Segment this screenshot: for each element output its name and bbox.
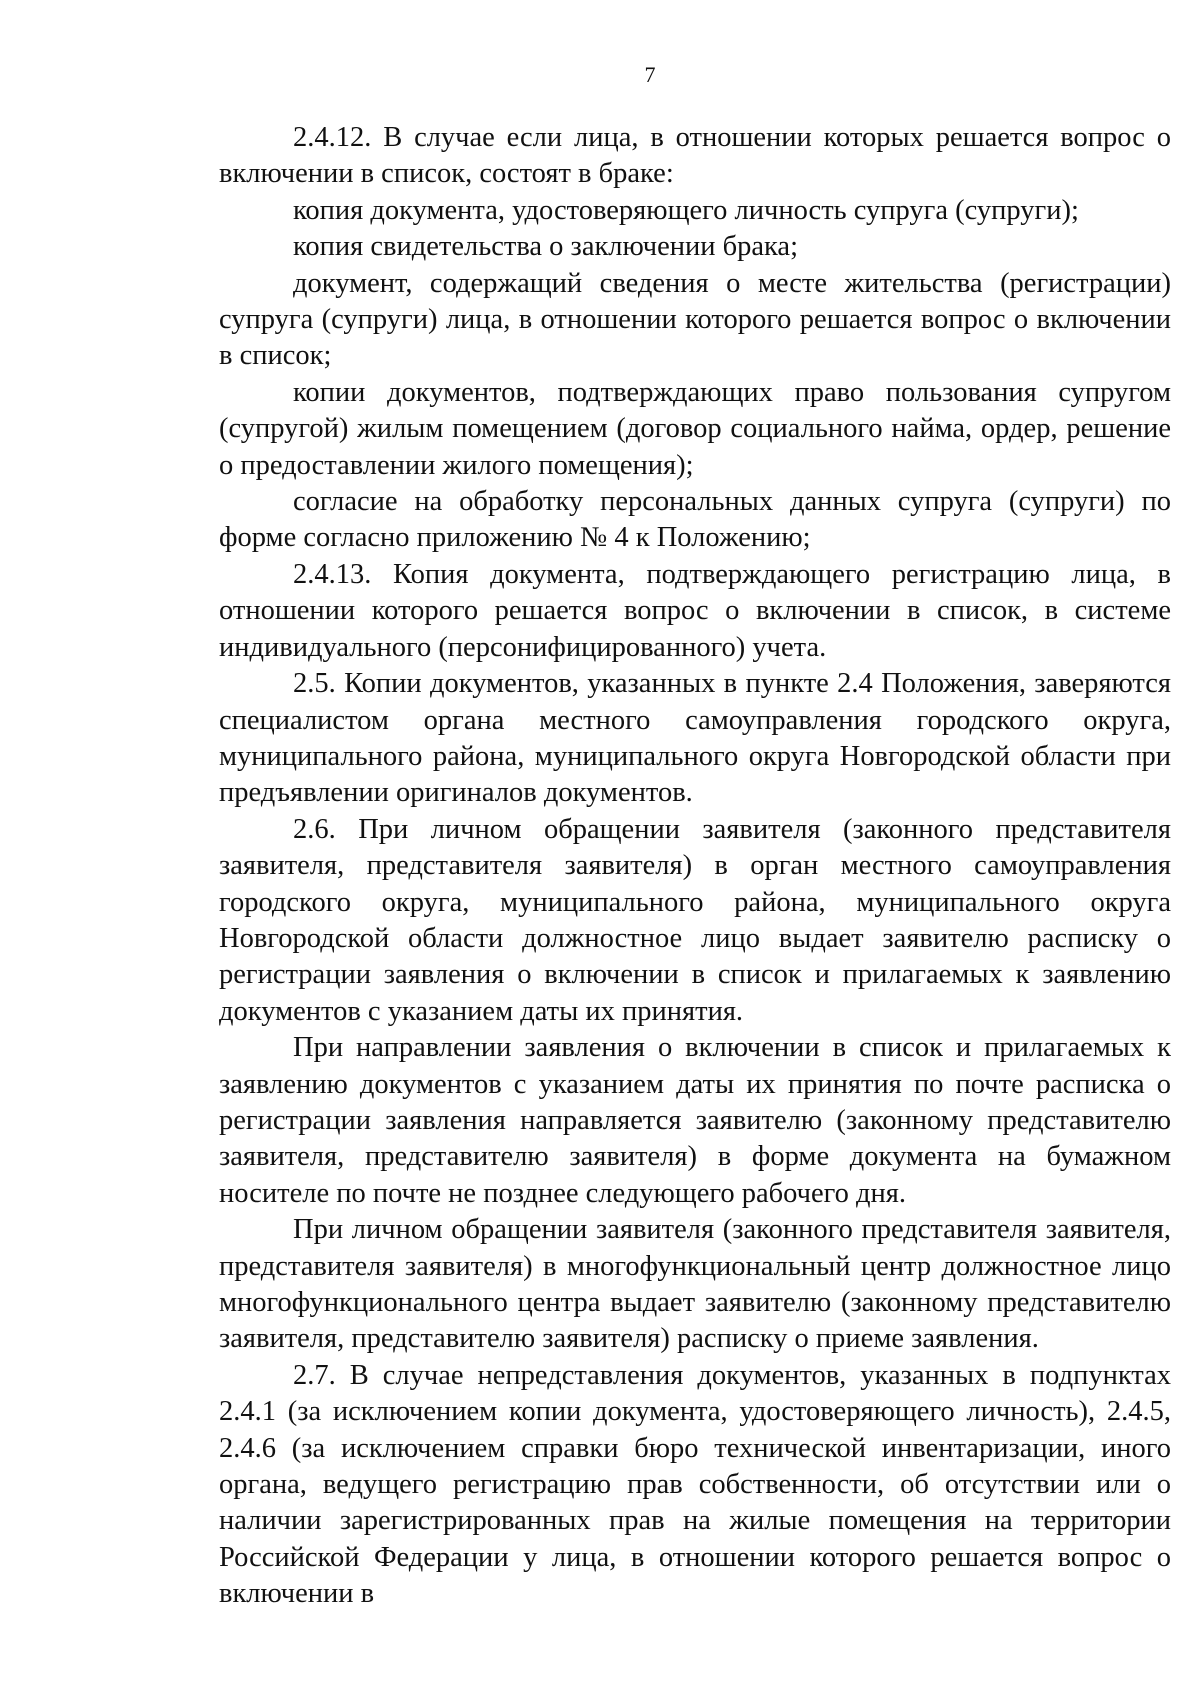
paragraph-spouse-residence: документ, содержащий сведения о месте жительства (регистрации) супруга (супруги) лица, в отношении которого решается вопрос о включении в список; xyxy=(219,267,1171,372)
document-body xyxy=(219,120,1171,1613)
paragraph-2-4-12: 2.4.12. В случае если лица, в отношении которых решается вопрос о включении в список, состоят в браке: xyxy=(219,122,1171,190)
paragraph-marriage-certificate: копия свидетельства о заключении брака; xyxy=(293,231,798,263)
page-number: 7 xyxy=(644,62,656,87)
paragraph-2-6: 2.6. При личном обращении заявителя (законного представителя заявителя, представителя заявителя) в орган местного самоуправления городского округа, муниципального района, муниципального округа Новгородской области должностное лицо выдает заявителю расписку о регистрации заявления о включении в список и прилагаемых к заявлению документов с указанием даты их принятия. xyxy=(219,813,1171,1027)
paragraph-spouse-id-copy: копия документа, удостоверяющего личность супруга (супруги); xyxy=(293,194,1079,226)
paragraph-2-4-13: 2.4.13. Копия документа, подтверждающего регистрацию лица, в отношении которого решается вопрос о включении в список, в системе индивидуального (персонифицированного) учета. xyxy=(219,558,1171,663)
paragraph-2-7: 2.7. В случае непредставления документов, указанных в подпунктах 2.4.1 (за исключением копии документа, удостоверяющего личность), 2.4.5, 2.4.6 (за исключением справки бюро технической инвентаризации, иного органа, ведущего регистрацию прав собственности, об отсутствии или о наличии зарегистрированных прав на жилые помещения на территории Российской Федерации у лица, в отношении которого решается вопрос о включении в xyxy=(219,1359,1171,1610)
paragraph-spouse-housing-right: копии документов, подтверждающих право пользования супругом (супругой) жилым помещением (договор социального найма, ордер, решение о предоставлении жилого помещения); xyxy=(219,376,1171,481)
paragraph-mfc-receipt: При личном обращении заявителя (законного представителя заявителя, представителя заявителя) в многофункциональный центр должностное лицо многофункционального центра выдает заявителю (законному представителю заявителя, представителю заявителя) расписку о приеме заявления. xyxy=(219,1214,1171,1355)
paragraph-2-5: 2.5. Копии документов, указанных в пункте 2.4 Положения, заверяются специалистом органа местного самоуправления городского округа, муниципального района, муниципального округа Новгородской области при предъявлении оригиналов документов. xyxy=(219,668,1171,809)
paragraph-spouse-consent: согласие на обработку персональных данных супруга (супруги) по форме согласно приложению № 4 к Положению; xyxy=(219,486,1171,554)
paragraph-mail-receipt: При направлении заявления о включении в список и прилагаемых к заявлению документов с указанием даты их принятия по почте расписка о регистрации заявления направляется заявителю (законному представителю заявителя, представителю заявителя) в форме документа на бумажном носителе по почте не позднее следующего рабочего дня. xyxy=(219,1032,1171,1209)
